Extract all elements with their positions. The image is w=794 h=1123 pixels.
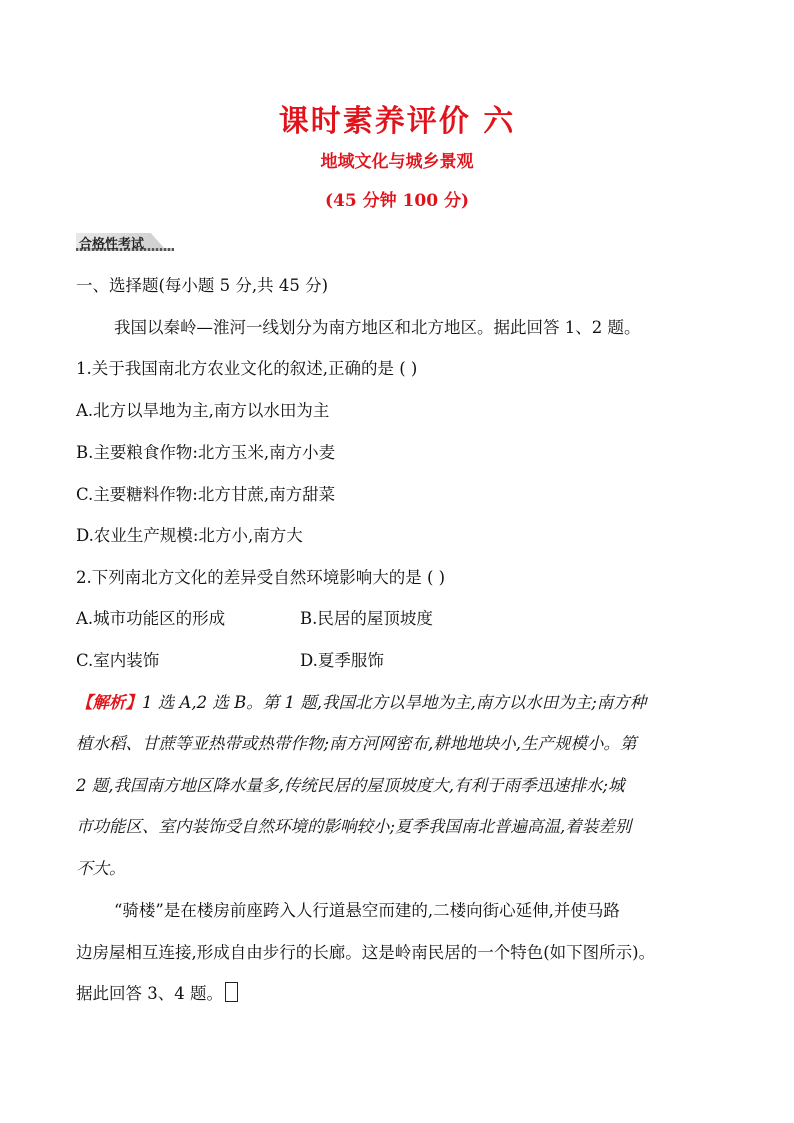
analysis-line-3: 2 题,我国南方地区降水量多,传统民居的屋顶坡度大,有利于雨季迅速排水;城 <box>76 776 625 795</box>
question-2-options-row-1 <box>76 605 433 629</box>
passage-intro: 我国以秦岭—淮河一线划分为南方地区和北方地区。据此回答 1、2 题。 <box>114 318 641 337</box>
question-2-option-a: A.城市功能区的形成 <box>76 609 226 628</box>
analysis-tag: 【解析】 <box>76 693 142 712</box>
question-1-stem: 1.关于我国南北方农业文化的叙述,正确的是 ( ) <box>76 359 418 378</box>
analysis-text-1: 1 选 A,2 选 B。第 1 题,我国北方以旱地为主,南方以水田为主;南方种 <box>142 693 647 712</box>
section-tab-label: 合格性考试 <box>79 237 145 252</box>
passage-2-line-2: 边房屋相互连接,形成自由步行的长廊。这是岭南民居的一个特色(如下图所示)。 <box>76 943 656 962</box>
question-1-option-b: B.主要粮食作物:北方玉米,南方小麦 <box>76 443 336 462</box>
passage-2-line-1: “骑楼”是在楼房前座跨入人行道悬空而建的,二楼向街心延伸,并使马路 <box>114 901 620 920</box>
question-2-option-d: D.夏季服饰 <box>300 651 384 670</box>
question-2-stem: 2.下列南北方文化的差异受自然环境影响大的是 ( ) <box>76 568 446 587</box>
analysis-line-2: 植水稻、甘蔗等亚热带或热带作物;南方河网密布,耕地地块小,生产规模小。第 <box>76 734 637 753</box>
question-1-option-a: A.北方以旱地为主,南方以水田为主 <box>76 401 330 420</box>
placeholder-box <box>225 982 238 1002</box>
part-heading: 一、选择题(每小题 5 分,共 45 分) <box>76 276 329 295</box>
question-1-option-c: C.主要糖料作物:北方甘蔗,南方甜菜 <box>76 485 336 504</box>
time-score-info: (45 分钟 100 分) <box>325 191 469 211</box>
page-subtitle: 地域文化与城乡景观 <box>320 152 474 172</box>
question-2-options-row-2 <box>76 647 384 671</box>
analysis-line-5: 不大。 <box>76 859 126 878</box>
question-2-option-b: B.民居的屋顶坡度 <box>300 609 433 628</box>
question-1-option-d: D.农业生产规模:北方小,南方大 <box>76 526 303 545</box>
analysis-line-4: 市功能区、室内装饰受自然环境的影响较小;夏季我国南北普遍高温,着装差别 <box>76 817 632 836</box>
passage-2-line-3 <box>76 980 238 1004</box>
analysis-line-1 <box>76 689 646 713</box>
passage-2-line-3-text: 据此回答 3、4 题。 <box>76 984 223 1003</box>
question-2-option-c: C.室内装饰 <box>76 651 160 670</box>
section-tab <box>76 233 176 251</box>
page-title: 课时素养评价 六 <box>278 104 516 139</box>
